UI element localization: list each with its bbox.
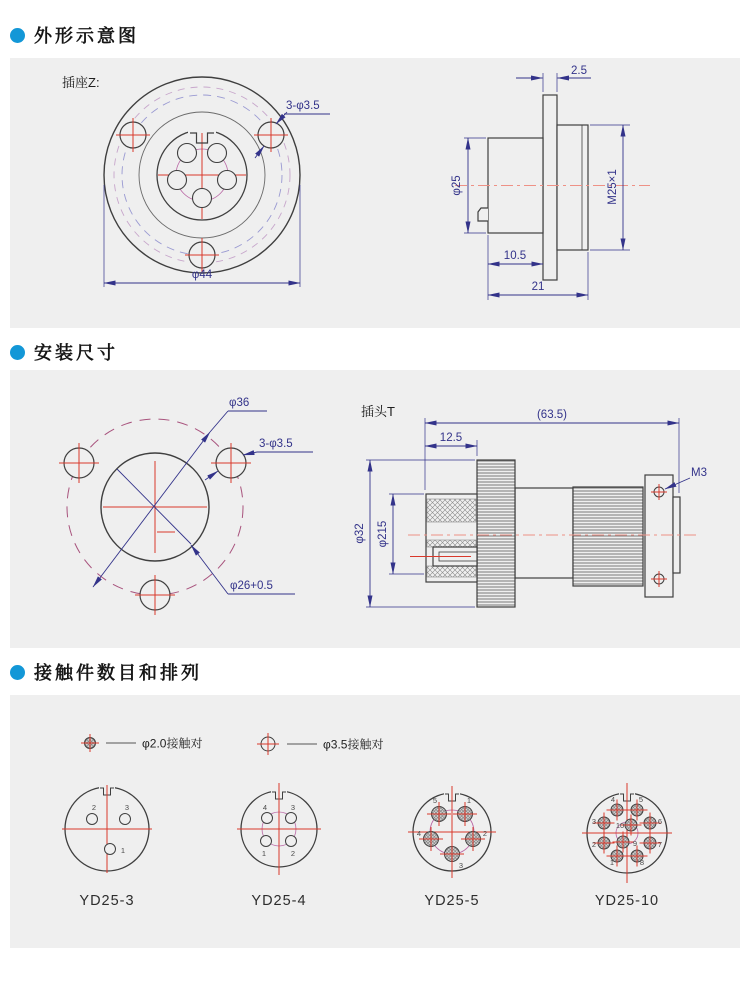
pin-number-label: 1	[261, 849, 267, 858]
dim-mount-holes: 3-φ3.5	[259, 438, 293, 450]
plug-label: 插头T	[361, 404, 395, 419]
variant-name-yd25-10: YD25-10	[594, 893, 660, 909]
section-bullet-icon	[10, 28, 25, 43]
section-title-outline: 外形示意图	[34, 26, 139, 46]
dim-screw: M3	[691, 467, 707, 479]
plug-side-view	[354, 404, 707, 607]
section-bullet-icon	[10, 665, 25, 680]
pin-number-label: 8	[639, 858, 645, 867]
pin-number-label: 3	[591, 817, 597, 826]
connector-face-YD25-10	[582, 783, 672, 883]
legend-label-3.5: φ3.5接触对	[323, 737, 384, 752]
dim-mount-holes: 3-φ3.5	[286, 100, 320, 112]
connector-face-YD25-5	[408, 786, 496, 878]
socket-front-view	[62, 75, 330, 287]
pin-number-label: 7	[657, 840, 663, 849]
contact-pin	[261, 836, 272, 847]
variant-name-yd25-4: YD25-4	[251, 893, 307, 909]
pin-number-label: 2	[482, 829, 488, 838]
contact-pin	[286, 836, 297, 847]
pin-number-label: 6	[657, 817, 663, 826]
pin-number-label: 2	[91, 803, 97, 812]
pin-number-label: 1	[120, 846, 126, 855]
contacts-panel	[10, 695, 740, 948]
panel-cutout-view	[59, 397, 313, 615]
pin-number-label: 5	[638, 795, 644, 804]
contact-3.5-symbol-icon	[257, 733, 279, 755]
legend-contact-3_5	[257, 733, 383, 755]
dim-total-len: 21	[531, 281, 545, 293]
contact-pin	[120, 814, 131, 825]
dim-bolt-circle: φ36	[229, 397, 250, 409]
dim-body-dia: φ25	[451, 175, 463, 196]
pin-number-label: 3	[290, 803, 296, 812]
contact-pin	[105, 844, 116, 855]
pin-number-label: 4	[610, 795, 616, 804]
pin-number-label: 1	[609, 858, 615, 867]
dim-nut-len: 12.5	[439, 432, 463, 444]
pin-number-label: 4	[262, 803, 268, 812]
section-header-mounting	[10, 339, 118, 365]
section-title-contacts: 接触件数目和排列	[34, 663, 202, 683]
variant-name-yd25-5: YD25-5	[424, 893, 480, 909]
pin-number-label: 4	[416, 829, 422, 838]
dim-thread: M25×1	[607, 169, 619, 205]
pin-number-label: 9	[632, 839, 638, 848]
pin-number-label: 5	[432, 796, 438, 805]
outline-panel	[10, 58, 740, 328]
section-title-mounting: 安装尺寸	[34, 343, 118, 363]
pin-number-label: 10	[615, 821, 625, 830]
contact-pin	[286, 813, 297, 824]
outline-drawing	[10, 58, 740, 328]
legend-contact-2_0	[81, 734, 202, 752]
contact-pin	[262, 813, 273, 824]
pin-number-label: 2	[290, 849, 296, 858]
dim-flange-thickness: 2.5	[571, 65, 587, 77]
connector-face-YD25-3	[62, 784, 152, 873]
socket-side-view	[451, 65, 650, 300]
connector-face-YD25-4	[237, 783, 321, 875]
contact-pin	[87, 814, 98, 825]
socket-label: 插座Z:	[62, 75, 100, 90]
contacts-drawing	[10, 695, 740, 948]
dim-outer-dia: φ32	[354, 523, 366, 544]
contact-2.0-symbol-icon	[81, 734, 99, 752]
mounting-drawing	[10, 370, 740, 648]
pin-number-label: 2	[591, 840, 597, 849]
variant-name-yd25-3: YD25-3	[79, 893, 135, 909]
dim-bush-dia: φ215	[377, 520, 389, 548]
dim-flange-dia: φ44	[191, 269, 213, 281]
legend-label-2.0: φ2.0接触对	[142, 736, 203, 751]
section-header-contacts	[10, 659, 202, 685]
pin-number-label: 3	[458, 861, 464, 870]
mounting-panel	[10, 370, 740, 648]
section-header-outline	[10, 22, 139, 48]
dim-body-len: 10.5	[503, 250, 527, 262]
dim-overall-len: (63.5)	[536, 409, 568, 421]
section-bullet-icon	[10, 345, 25, 360]
pin-number-label: 3	[124, 803, 130, 812]
pin-number-label: 1	[466, 796, 472, 805]
dim-cutout: φ26+0.5	[230, 580, 273, 592]
